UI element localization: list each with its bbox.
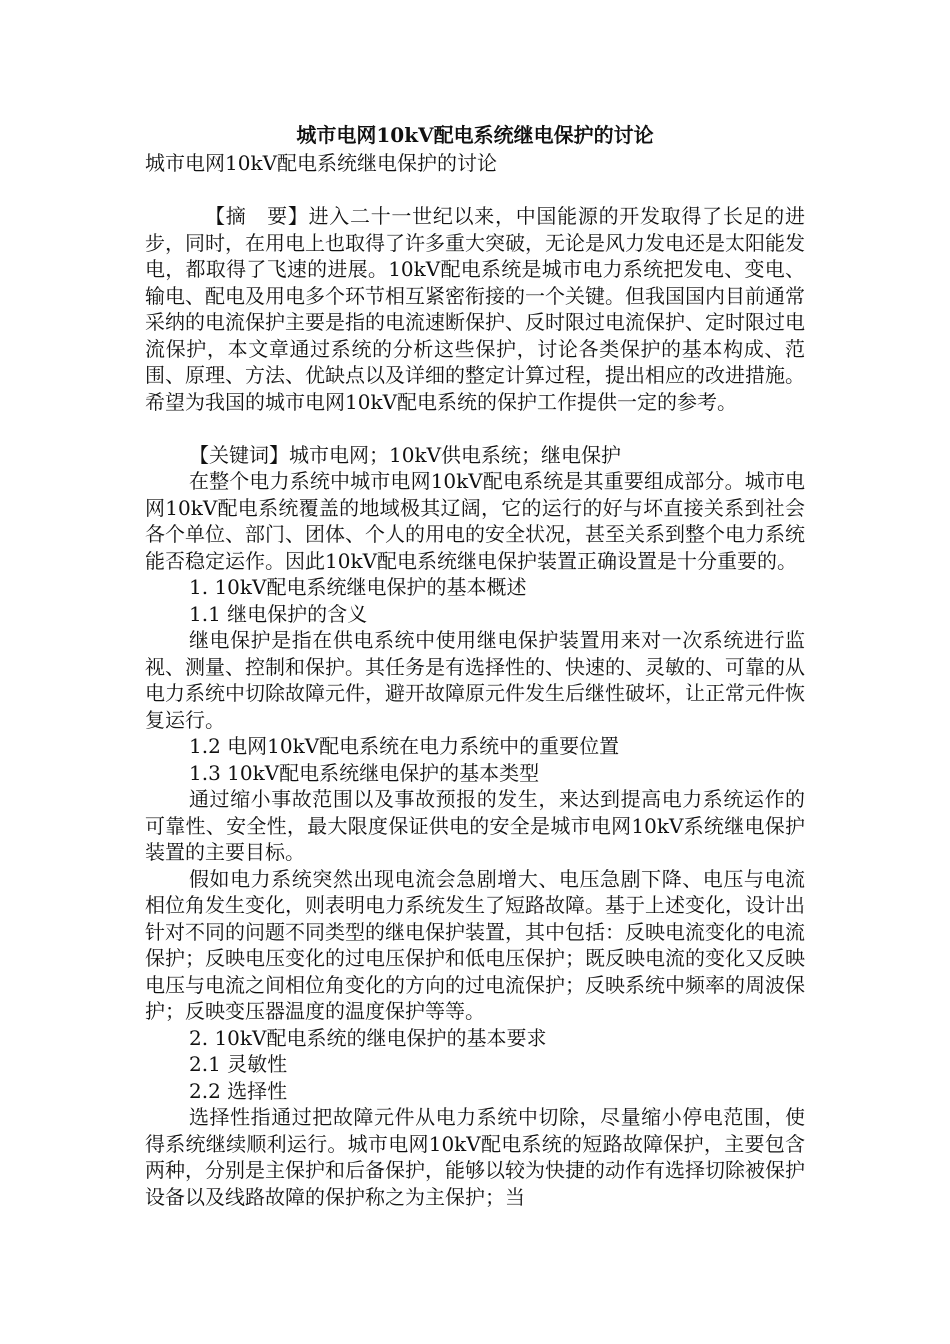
intro-paragraph: 在整个电力系统中城市电网10kV配电系统是其重要组成部分。城市电网10kV配电系统覆盖的地域极其辽阔，它的运行的好与坏直接关系到社会各个单位、部门、团体、个人的用电的安全状况，甚至关系到整个电力系统能否稳定运作。因此10kV配电系统继电保护装置正确设置是十分重要的。 bbox=[145, 469, 805, 573]
section-heading-1-2: 1.2 电网10kV配电系统在电力系统中的重要位置 bbox=[189, 734, 620, 758]
body-paragraph-1-3b: 假如电力系统突然出现电流会急剧增大、电压急剧下降、电压与电流相位角发生变化，则表明电力系统发生了短路故障。基于上述变化，设计出针对不同的问题不同类型的继电保护装置，其中包括：反映电流变化的电流保护；反映电压变化的过电压保护和低电压保护；既反映电流的变化又反映电压与电流之间相位角变化的方向的过电流保护；反映系统中频率的周波保护；反映变压器温度的温度保护等等。 bbox=[145, 866, 805, 1023]
document-title: 城市电网10kV配电系统继电保护的讨论 bbox=[296, 123, 654, 147]
keywords-line: 【关键词】城市电网；10kV供电系统；继电保护 bbox=[189, 442, 622, 467]
document-page bbox=[145, 120, 805, 1210]
section-heading-2-1: 2.1 灵敏性 bbox=[189, 1052, 288, 1076]
body-paragraph-1-3a: 通过缩小事故范围以及事故预报的发生，来达到提高电力系统运作的可靠性、安全性，最大限度保证供电的安全是城市电网10kV系统继电保护装置的主要目标。 bbox=[145, 787, 805, 864]
section-heading-1: 1. 10kV配电系统继电保护的基本概述 bbox=[189, 575, 527, 599]
section-heading-2-2: 2.2 选择性 bbox=[189, 1078, 288, 1103]
section-heading-1-1: 1.1 继电保护的含义 bbox=[189, 601, 368, 626]
document-subtitle: 城市电网10kV配电系统继电保护的讨论 bbox=[145, 151, 498, 175]
section-heading-2: 2. 10kV配电系统的继电保护的基本要求 bbox=[189, 1025, 547, 1050]
body-paragraph-2-2: 选择性指通过把故障元件从电力系统中切除，尽量缩小停电范围，使得系统继续顺利运行。城市电网10kV配电系统的短路故障保护，主要包含两种，分别是主保护和后备保护，能够以较为快捷的动作有选择切除被保护设备以及线路故障的保护称之为主保护；当 bbox=[145, 1105, 805, 1209]
section-heading-1-3: 1.3 10kV配电系统继电保护的基本类型 bbox=[189, 760, 540, 785]
blank-line bbox=[145, 177, 805, 204]
body-paragraph-1-1: 继电保护是指在供电系统中使用继电保护装置用来对一次系统进行监视、测量、控制和保护。其任务是有选择性的、快速的、灵敏的、可靠的从电力系统中切除故障元件，避开故障原元件发生后继性破坏，让正常元件恢复运行。 bbox=[145, 628, 805, 732]
abstract-paragraph: 【摘 要】进入二十一世纪以来，中国能源的开发取得了长足的进步，同时，在用电上也取得了许多重大突破，无论是风力发电还是太阳能发电，都取得了飞速的进展。10kV配电系统是城市电力系统把发电、变电、输电、配电及用电多个环节相互紧密衔接的一个关键。但我国国内目前通常采纳的电流保护主要是指的电流速断保护、反时限过电流保护、定时限过电流保护，本文章通过系统的分析这些保护，讨论各类保护的基本构成、范围、原理、方法、优缺点以及详细的整定计算过程，提出相应的改进措施。希望为我国的城市电网10kV配电系统的保护工作提供一定的参考。 bbox=[145, 204, 805, 414]
blank-line bbox=[145, 415, 805, 442]
